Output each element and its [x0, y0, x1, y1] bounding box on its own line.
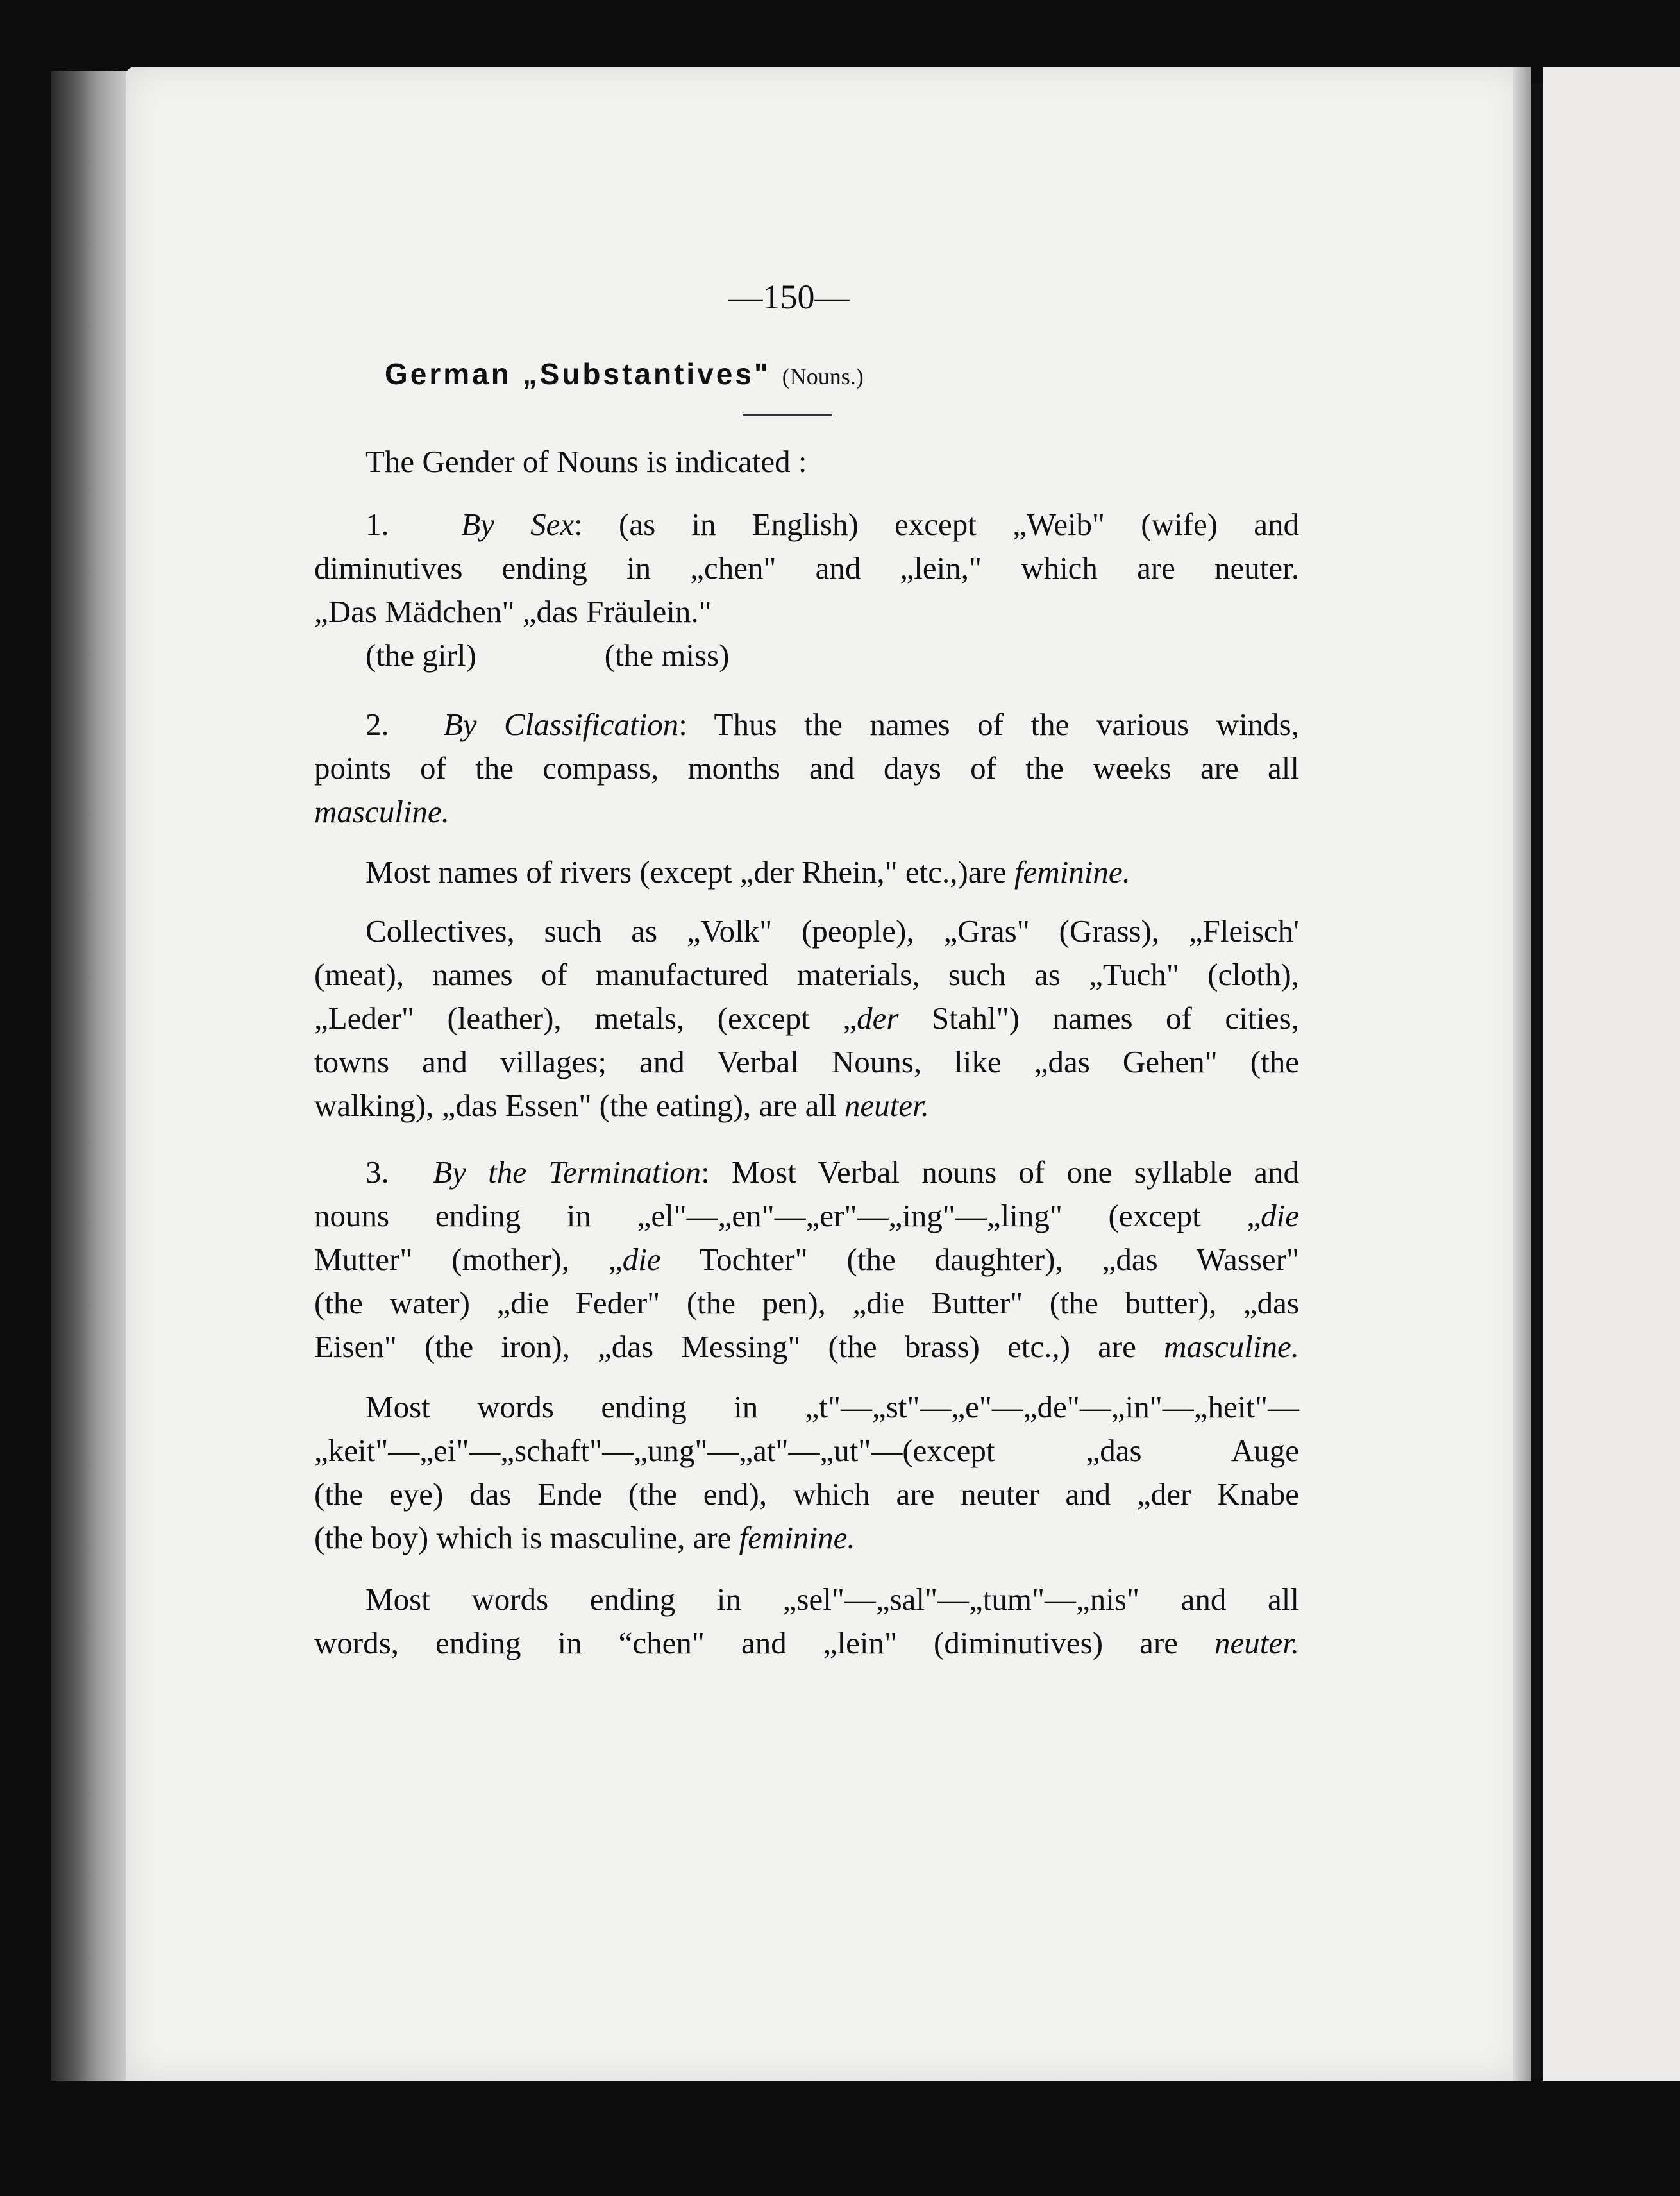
feminine-gender: feminine.	[739, 1520, 855, 1555]
rule-1-heading: By Sex	[461, 507, 575, 542]
feminine-line-2: „keit"—„ei"—„schaft"—„ung"—„at"—„ut"—(except „das Auge	[314, 1433, 1299, 1468]
rivers-text: Most names of rivers (except „der Rhein," etc.,)are	[365, 854, 1007, 890]
rule-2-heading: By Classification	[443, 707, 679, 742]
feminine-line-4-text: (the boy) which is masculine, are	[314, 1520, 732, 1555]
rule-1-line-2: diminutives ending in „chen" and „lein," which are neuter.	[314, 550, 1299, 586]
rule-3-line-5-text: Eisen" (the iron), „das Messing" (the brass) etc.,) are	[314, 1329, 1136, 1364]
gloss-miss: (the miss)	[604, 638, 730, 673]
feminine-line-4	[314, 1516, 1299, 1560]
rule-3-line-2	[314, 1194, 1299, 1238]
intro-paragraph	[314, 440, 1299, 484]
rivers-line	[314, 850, 1299, 894]
title-underline	[743, 414, 832, 416]
rule-3-line-4: (the water) „die Feder" (the pen), „die Butter" (the butter), „das	[314, 1285, 1299, 1321]
page-title	[385, 357, 1218, 392]
rule-2-paragraph	[314, 703, 1299, 834]
rule-3-heading: By the Termination	[433, 1154, 701, 1190]
rule-2-line-2: points of the compass, months and days of the weeks are all	[314, 750, 1299, 786]
neuter-gender: neuter.	[1214, 1625, 1300, 1660]
collectives-line-1: Collectives, such as „Volk" (people), „Gras" (Grass), „Fleisch'	[365, 913, 1299, 949]
collectives-gender: neuter.	[844, 1088, 929, 1123]
scan-border-bottom	[0, 2081, 1680, 2196]
rule-3-paragraph	[314, 1151, 1299, 1369]
collectives-line-3	[314, 997, 1299, 1040]
neuter-line-1: Most words ending in „sel"—„sal"—„tum"—„nis" and all	[365, 1582, 1299, 1617]
rule-3-line-5	[314, 1325, 1299, 1369]
rule-3-line-3-c: Tochter" (the daughter), „das Wasser"	[660, 1242, 1299, 1277]
collectives-paragraph	[314, 909, 1299, 1128]
collectives-line-5	[314, 1084, 1299, 1128]
rivers-paragraph	[314, 850, 1299, 894]
collectives-line-3-a: „Leder" (leather), metals, (except „	[314, 1001, 857, 1036]
feminine-endings-paragraph	[314, 1385, 1299, 1560]
rule-3-line-3-die: die	[622, 1242, 661, 1277]
rule-1-line-1	[314, 503, 1299, 546]
rule-2-text-1: : Thus the names of the various winds,	[678, 707, 1299, 742]
rule-3-line-3	[314, 1238, 1299, 1281]
rule-2-number: 2.	[365, 707, 389, 742]
rule-3-line-3-a: Mutter" (mother), „	[314, 1242, 623, 1277]
collectives-line-4: towns and villages; and Verbal Nouns, like „das Gehen" (the	[314, 1044, 1299, 1079]
page-number: —150—	[728, 278, 850, 316]
rule-3-gender: masculine.	[1164, 1329, 1300, 1364]
intro-line: The Gender of Nouns is indicated :	[365, 444, 807, 479]
rule-1-line-3: „Das Mädchen" „das Fräulein."	[314, 594, 712, 629]
rule-2-line-1	[314, 703, 1299, 747]
neuter-line-2	[314, 1621, 1299, 1665]
feminine-line-1: Most words ending in „t"—„st"—„e"—„de"—„in"—„heit"—	[365, 1389, 1299, 1424]
title-sub: (Nouns.)	[782, 364, 864, 389]
rule-2-gender: masculine.	[314, 794, 449, 829]
collectives-line-3-c: Stahl") names of cities,	[898, 1001, 1299, 1036]
title-main: German „Substantives"	[385, 357, 771, 391]
collectives-line-5-text: walking), „das Essen" (the eating), are all	[314, 1088, 837, 1123]
collectives-line-2: (meat), names of manufactured materials, such as „Tuch" (cloth),	[314, 957, 1299, 992]
rule-3-line-2-text: nouns ending in „el"—„en"—„er"—„ing"—„ling" (except „	[314, 1198, 1261, 1233]
rule-3-number: 3.	[365, 1154, 389, 1190]
neuter-line-2-text: words, ending in “chen" and „lein" (diminutives) are	[314, 1625, 1178, 1660]
gutter-shadow	[1513, 67, 1531, 2081]
feminine-line-3: (the eye) das Ende (the end), which are neuter and „der Knabe	[314, 1476, 1299, 1512]
rule-1-gloss-line	[314, 634, 1299, 677]
book-spine	[1531, 83, 1543, 2078]
rivers-gender: feminine.	[1014, 854, 1130, 890]
page-edge-left	[51, 71, 128, 2084]
rule-3-text-1: : Most Verbal nouns of one syllable and	[701, 1154, 1299, 1190]
gloss-girl: (the girl)	[365, 638, 476, 673]
rule-3-line-1	[314, 1151, 1299, 1194]
rule-3-line-2-die: die	[1261, 1198, 1299, 1233]
neuter-endings-paragraph	[314, 1578, 1299, 1665]
collectives-line-3-der: der	[857, 1001, 899, 1036]
next-page-edge	[1543, 67, 1680, 2081]
rule-1-paragraph	[314, 503, 1299, 677]
rule-1-text-1: : (as in English) except „Weib" (wife) and	[574, 507, 1299, 542]
rule-1-number: 1.	[365, 507, 389, 542]
